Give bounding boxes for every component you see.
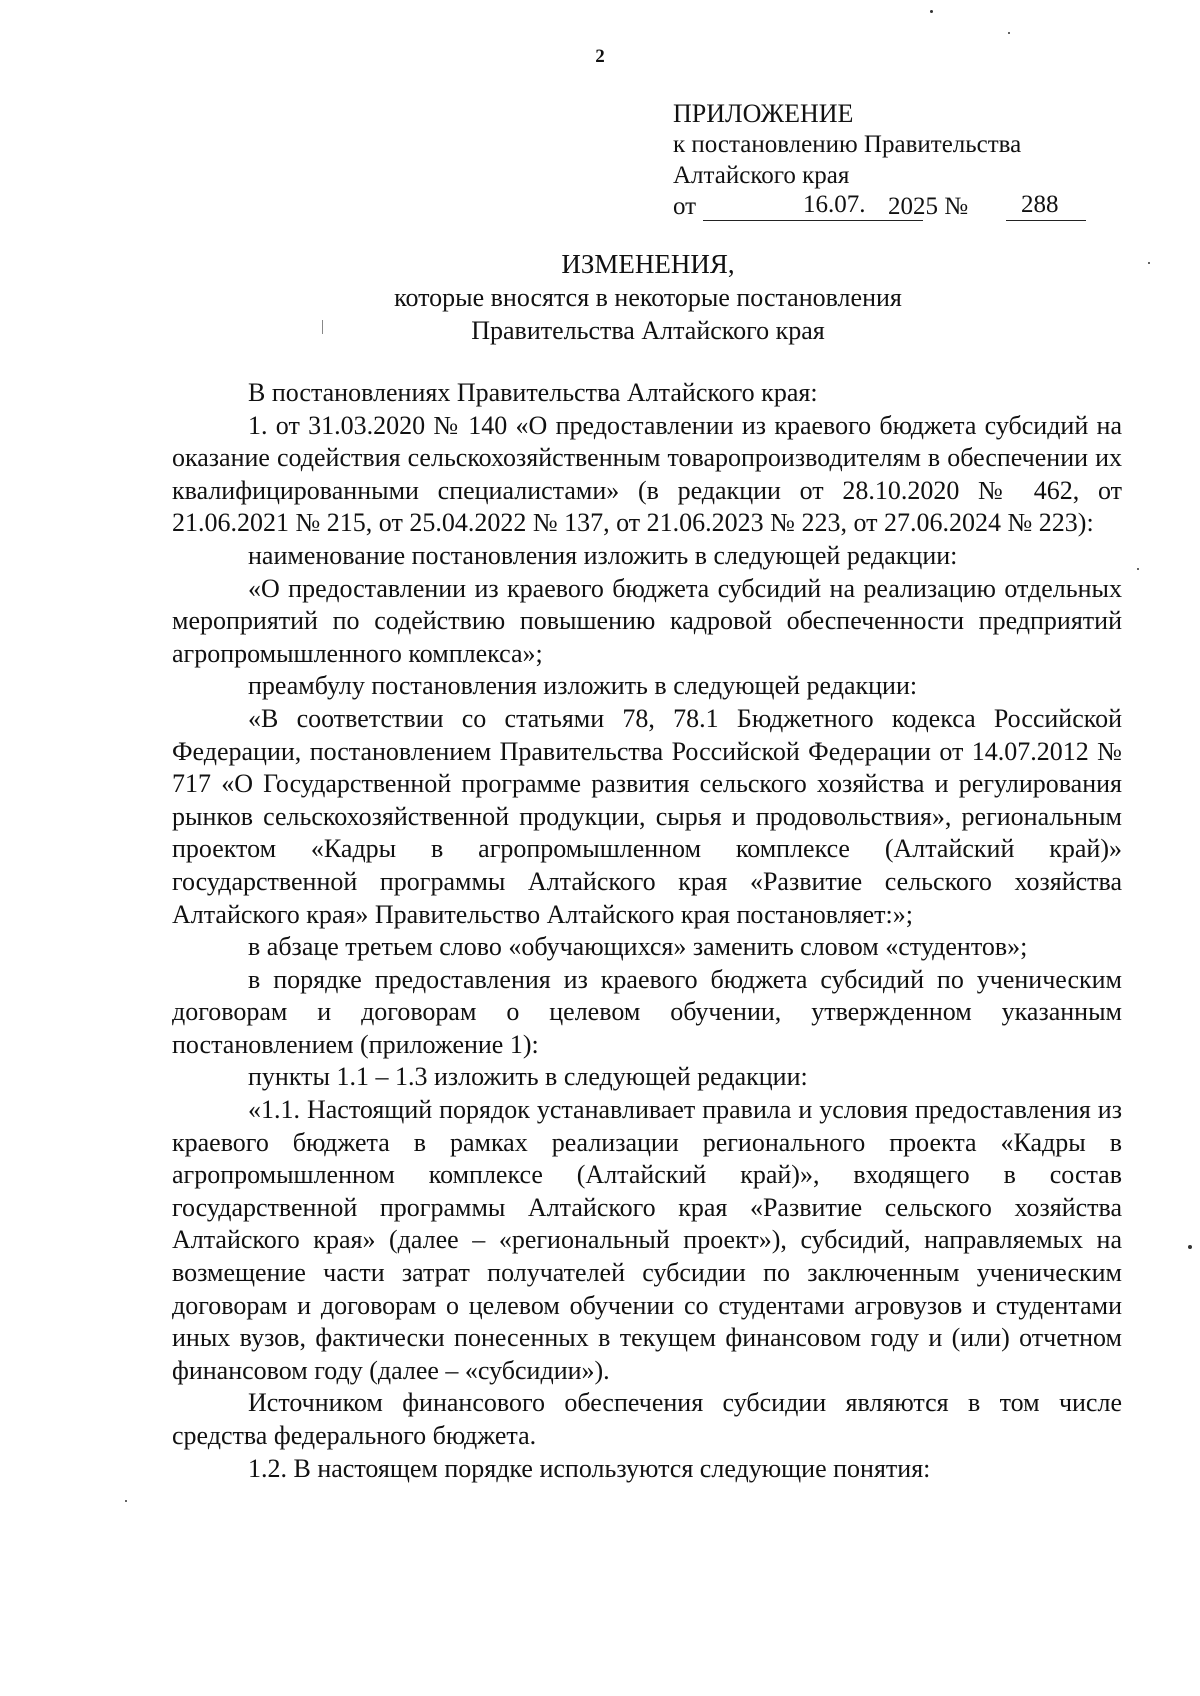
paragraph: в порядке предоставления из краевого бюджета субсидий по ученическим договорам и договорам о целевом обучении, утвержденном указанным постановлением (приложение 1): bbox=[172, 964, 1122, 1059]
paragraph: «1.1. Настоящий порядок устанавливает правила и условия предоставления из краевого бюджета в рамках реализации регионального проекта «Кадры в агропромышленном комплексе (Алтайский край)», входящего в состав государственной программы Алтайского края «Развитие сельского хозяйства Алтайского края» (далее – «региональный проект»), субсидий, направляемых на возмещение части затрат получателей субсидии по заключенным ученическим договорам и договорам о целевом обучении со студентами агровузов и студентами иных вузов, фактически понесенных в текущем финансовом году и (или) отчетном финансовом году (далее – «субсидии»). bbox=[172, 1095, 1122, 1385]
scan-speck bbox=[1137, 568, 1139, 570]
title-main: ИЗМЕНЕНИЯ, bbox=[561, 249, 735, 279]
paragraph: «О предоставлении из краевого бюджета субсидий на реализацию отдельных мероприятий по содействию повышению кадровой обеспеченности предприятий агропромышленного комплекса»; bbox=[172, 573, 1122, 668]
scan-speck bbox=[322, 320, 323, 334]
paragraph: пункты 1.1 – 1.3 изложить в следующей редакции: bbox=[248, 1062, 808, 1092]
from-label: от bbox=[673, 193, 697, 220]
scan-speck bbox=[1008, 32, 1010, 34]
page-number: 2 bbox=[595, 46, 605, 67]
appendix-line-2: к постановлению Правительства bbox=[673, 131, 1022, 158]
scan-speck bbox=[930, 10, 933, 13]
paragraph: наименование постановления изложить в следующей редакции: bbox=[248, 540, 958, 570]
paragraph: «В соответствии со статьями 78, 78.1 Бюджетного кодекса Российской Федерации, постановлением Правительства Российской Федерации от 14.07.2012 № 717 «О Государственной программе развития сельского хозяйства и регулирования рынков сельскохозяйственной продукции, сырья и продовольствия», региональным проектом «Кадры в агропромышленном комплексе (Алтайский край)» государственной программы Алтайского края «Развитие сельского хозяйства Алтайского края» Правительство Алтайского края постановляет:»; bbox=[172, 703, 1122, 929]
resolution-year: 2025 № bbox=[888, 193, 969, 220]
paragraph: 1.2. В настоящем порядке используются следующие понятия: bbox=[248, 1453, 931, 1483]
document-title bbox=[0, 248, 1200, 347]
scan-speck bbox=[1148, 262, 1150, 264]
appendix-date-line bbox=[673, 191, 1093, 224]
resolution-date: 16.07. bbox=[803, 191, 866, 218]
number-underline bbox=[1006, 220, 1086, 221]
paragraph: Источником финансового обеспечения субсидии являются в том числе средства федерального бюджета. bbox=[172, 1388, 1122, 1450]
paragraph: В постановлениях Правительства Алтайского края: bbox=[248, 378, 818, 407]
paragraph: в абзаце третьем слово «обучающихся» заменить словом «студентов»; bbox=[248, 932, 1028, 962]
scan-speck bbox=[125, 1500, 127, 1502]
appendix-block bbox=[673, 98, 1093, 224]
document-body bbox=[172, 377, 1122, 1485]
appendix-line-3: Алтайского края bbox=[673, 162, 850, 189]
paragraph: преамбулу постановления изложить в следующей редакции: bbox=[248, 671, 918, 701]
appendix-heading: ПРИЛОЖЕНИЕ bbox=[673, 99, 854, 128]
scan-speck bbox=[1188, 1245, 1192, 1249]
title-sub-2: Правительства Алтайского края bbox=[471, 316, 825, 345]
title-sub-1: которые вносятся в некоторые постановления bbox=[394, 283, 902, 312]
resolution-number: 288 bbox=[1021, 191, 1059, 218]
paragraph: 1. от 31.03.2020 № 140 «О предоставлении из краевого бюджета субсидий на оказание содействия сельскохозяйственным товаропроизводителям в обеспечении их квалифицированными специалистами» (в редакции от 28.10.2020 № 462, от 21.06.2021 № 215, от 25.04.2022 № 137, от 21.06.2023 № 223, от 27.06.2024 № 223): bbox=[172, 410, 1122, 538]
